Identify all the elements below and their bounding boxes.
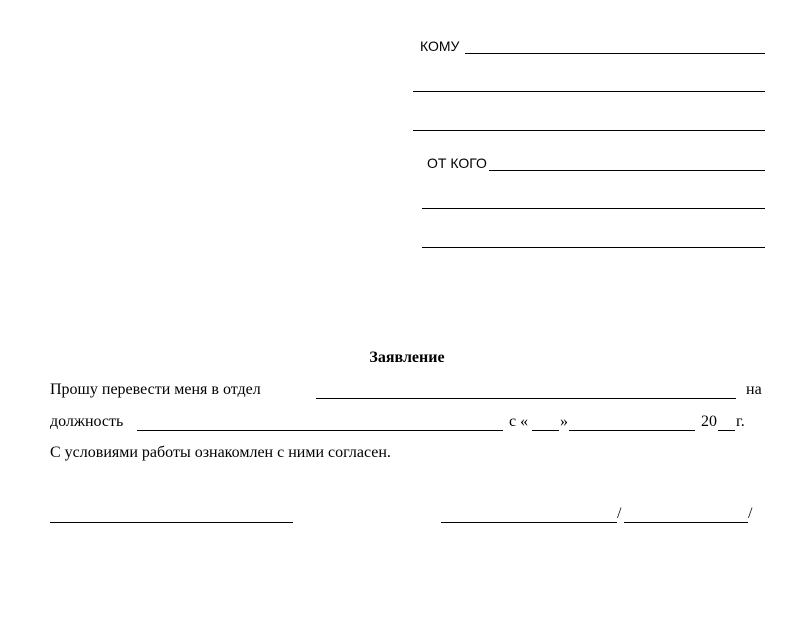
slash-1: /: [617, 505, 622, 522]
request-text-end: на: [746, 381, 762, 398]
to-line-3[interactable]: [413, 130, 765, 131]
date-quote-close: »: [560, 413, 568, 430]
to-line-2[interactable]: [413, 91, 765, 92]
to-line-1[interactable]: [465, 53, 765, 54]
slash-2: /: [748, 505, 753, 522]
date-month-field[interactable]: [569, 430, 695, 431]
from-label: ОТ КОГО: [427, 155, 487, 171]
request-text: Прошу перевести меня в отдел: [50, 381, 261, 398]
to-label: КОМУ: [420, 38, 460, 54]
department-field[interactable]: [316, 398, 736, 399]
name-field[interactable]: [624, 522, 748, 523]
date-from-label: с «: [509, 413, 529, 430]
conditions-text: С условиями работы ознакомлен с ними согласен.: [50, 444, 391, 461]
document-title: Заявление: [369, 349, 445, 366]
from-line-2[interactable]: [422, 208, 765, 209]
signature-field[interactable]: [441, 522, 617, 523]
position-label: должность: [50, 413, 124, 430]
from-line-1[interactable]: [489, 170, 765, 171]
date-signature-field[interactable]: [50, 522, 293, 523]
date-day-field[interactable]: [532, 430, 559, 431]
date-year-prefix: 20: [701, 413, 717, 430]
position-field[interactable]: [137, 430, 503, 431]
date-year-suffix: г.: [736, 413, 745, 430]
from-line-3[interactable]: [422, 247, 765, 248]
date-year-field[interactable]: [718, 430, 735, 431]
